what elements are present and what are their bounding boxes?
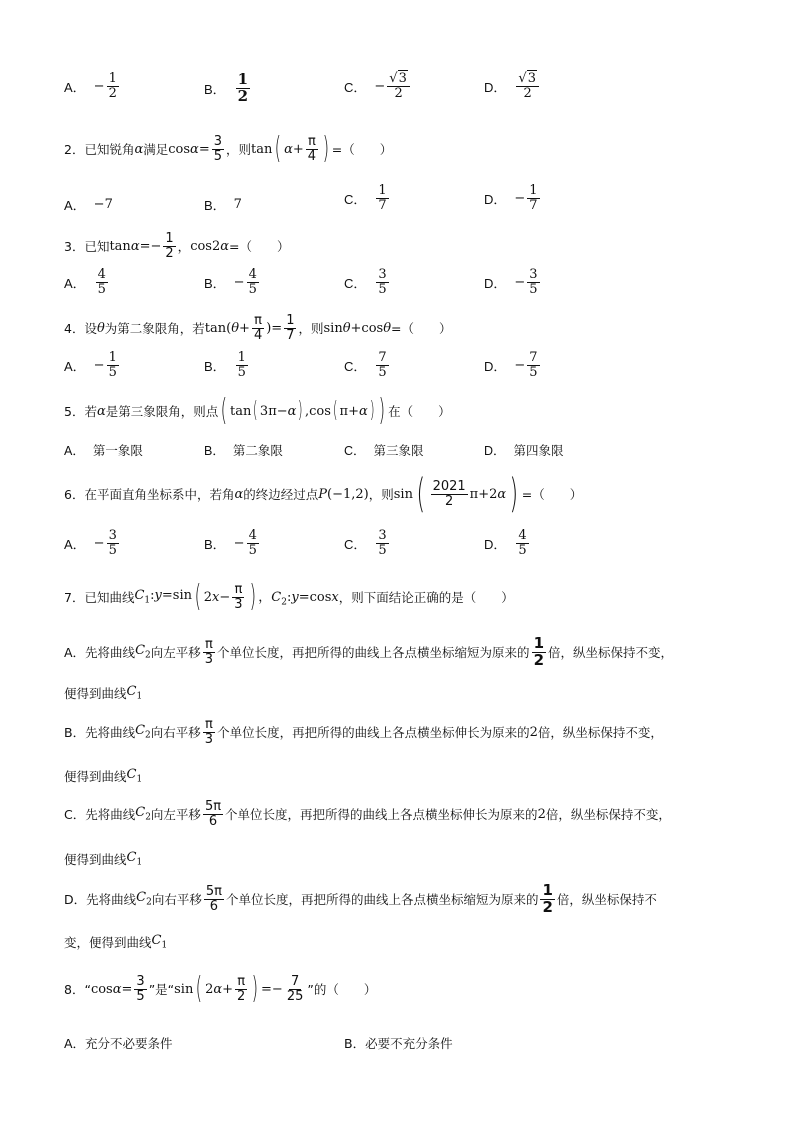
q1-option-c: C． − $\frac{√3}{2}$ <box>344 72 412 100</box>
q7-option-a-line2: 便得到曲线 $C_1$ <box>64 684 143 702</box>
question-6-stem: 6．在平面直角坐标系中，若角 α 的终边经过点 P(−1,2) ，则 sin ( $\frac{2021}{2}$ π+2α ) =（ ） <box>64 471 583 517</box>
fraction: $\frac{1}{2}$ <box>237 70 249 105</box>
q8-option-a: A．充分不必要条件 <box>64 1036 173 1051</box>
q7-option-c-line2: 便得到曲线 $C_1$ <box>64 850 143 868</box>
fraction: $\frac{1}{2}$ <box>108 71 117 101</box>
q1-option-d: D． $\frac{√3}{2}$ <box>484 72 541 100</box>
q5-option-d: D． 第四象限 <box>484 443 564 458</box>
q7-option-b-line2: 便得到曲线 $C_1$ <box>64 767 143 785</box>
q2-option-b: B． 7 <box>204 197 242 213</box>
q6-option-b: B． − $\frac{4}{5}$ <box>204 528 257 558</box>
q4-option-d: D． − $\frac{7}{5}$ <box>484 350 538 380</box>
q6-option-c: C． $\frac{3}{5}$ <box>344 528 387 558</box>
q7-option-d-line1: D．先将曲线 $C_2$ 向右平移 $\frac{5\pi}{6}$ 个单位长度，再把所得的曲线上各点横坐标缩短为原来的 $\frac{1}{2}$ 倍，纵坐标保持不 <box>64 881 657 916</box>
question-4-stem: 4．设 θ 为第二象限角，若 tan(θ+ $\frac{\pi}{4}$ )= $\frac{1}{7}$ ，则 sinθ+cosθ =（ ） <box>64 313 452 343</box>
q3-option-c: C． $\frac{3}{5}$ <box>344 267 387 297</box>
question-2-stem: 2．已知锐角 α 满足 cosα= $\frac{3}{5}$ ，则 tan ( α + $\frac{\pi}{4}$ ) =（ ） <box>64 131 393 166</box>
q4-option-b: B． $\frac{1}{5}$ <box>204 350 246 380</box>
q3-option-a: A． $\frac{4}{5}$ <box>64 267 106 297</box>
question-5-stem: 5．若 α 是第三象限角，则点 ( tan ( 3π−α ) ,cos ( π+α ) ) 在（ ） <box>64 393 451 428</box>
q7-option-b-line1: B．先将曲线 $C_2$ 向右平移 $\frac{\pi}{3}$ 个单位长度，再把所得的曲线上各点横坐标伸长为原来的 2 倍，纵坐标保持不变， <box>64 717 663 747</box>
q1-option-b: B． $\frac{1}{2}$ <box>204 70 249 105</box>
q1-option-a: A． − $\frac{1}{2}$ <box>64 71 117 101</box>
q5-option-a: A． 第一象限 <box>64 443 143 458</box>
question-7-stem: 7．已知曲线 $C_1:y=\sin$ ( 2x− $\frac{\pi}{3}$ ) ，$C_2:y=\cos x$ ，则下面结论正确的是（ ） <box>64 579 514 614</box>
q5-option-c: C． 第三象限 <box>344 443 424 458</box>
q8-option-b: B．必要不充分条件 <box>344 1036 453 1051</box>
q6-option-a: A． − $\frac{3}{5}$ <box>64 528 117 558</box>
q3-option-d: D． − $\frac{3}{5}$ <box>484 267 538 297</box>
q7-option-c-line1: C．先将曲线 $C_2$ 向左平移 $\frac{5\pi}{6}$ 个单位长度，再把所得的曲线上各点横坐标伸长为原来的 2 倍，纵坐标保持不变， <box>64 799 671 829</box>
q2-option-a: A． −7 <box>64 197 113 213</box>
q4-option-c: C． $\frac{7}{5}$ <box>344 350 387 380</box>
q5-option-b: B． 第二象限 <box>204 443 283 458</box>
q7-option-d-line2: 变，便得到曲线 $C_1$ <box>64 933 168 951</box>
question-3-stem: 3．已知 tanα=− $\frac{1}{2}$ ， cos2α =（ ） <box>64 231 290 261</box>
q6-option-d: D． $\frac{4}{5}$ <box>484 528 527 558</box>
q3-option-b: B． − $\frac{4}{5}$ <box>204 267 257 297</box>
q4-option-a: A． − $\frac{1}{5}$ <box>64 350 117 380</box>
fraction: $\frac{√3}{2}$ <box>516 72 539 100</box>
q7-option-a-line1: A．先将曲线 $C_2$ 向左平移 $\frac{\pi}{3}$ 个单位长度，再把所得的曲线上各点横坐标缩短为原来的 $\frac{1}{2}$ 倍，纵坐标保持不变， <box>64 634 674 669</box>
q2-option-c: C． $\frac{1}{7}$ <box>344 183 387 213</box>
question-8-stem: 8．“ cosα= $\frac{3}{5}$ ”是“ sin ( 2α+ $\frac{\pi}{2}$ ) =− $\frac{7}{25}$ ”的（ ） <box>64 971 377 1006</box>
q2-option-d: D． − $\frac{1}{7}$ <box>484 183 538 213</box>
fraction: $\frac{√3}{2}$ <box>387 72 410 100</box>
